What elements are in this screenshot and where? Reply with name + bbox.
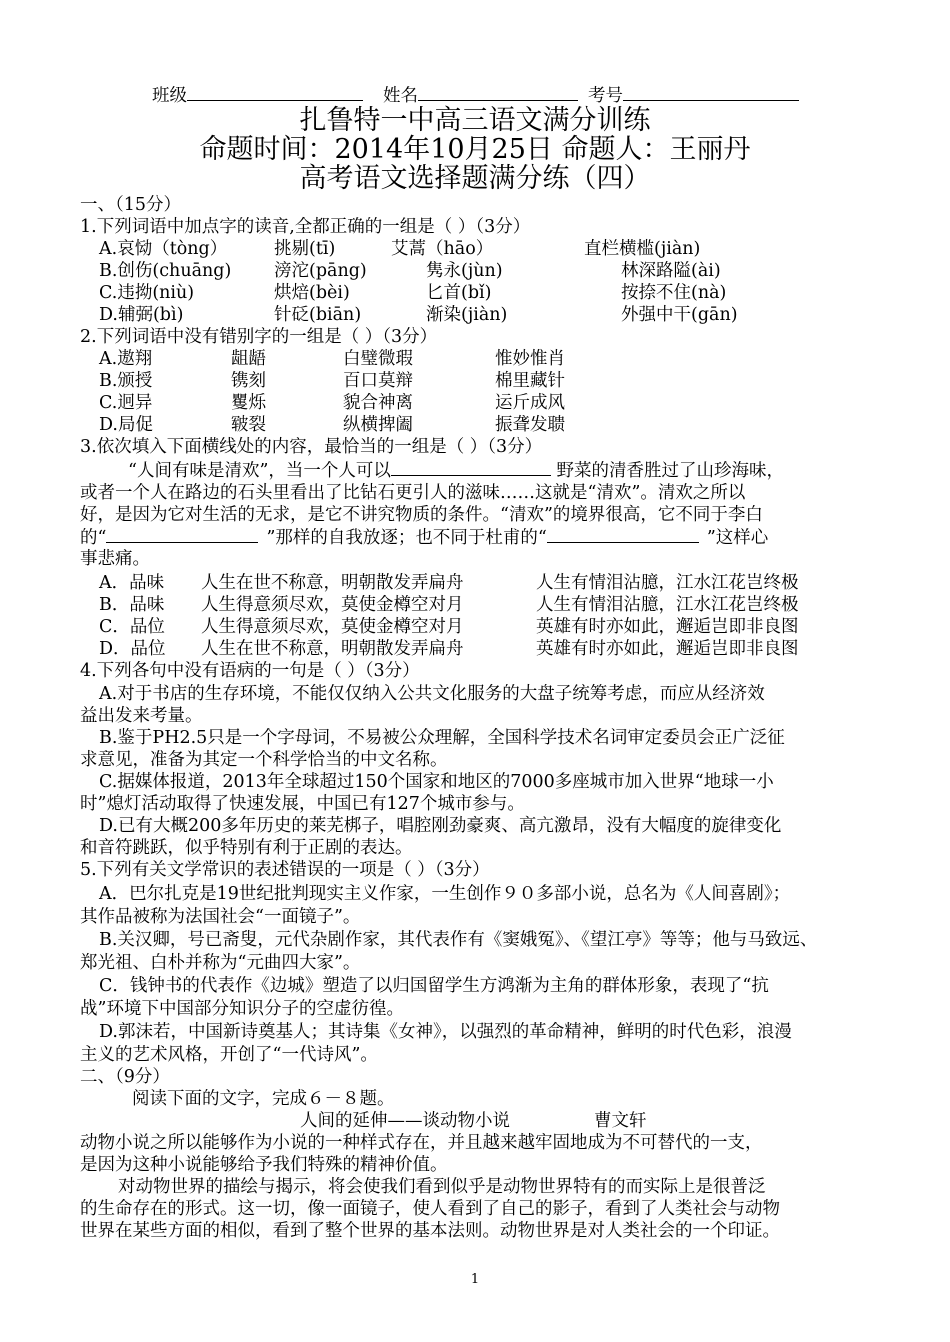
q3-passage-line3: 好，是因为它对生活的无求，是它不讲究物质的条件。“清欢”的境界很高，它不同于李白 bbox=[80, 505, 763, 525]
q2-option-b-2: 镌刻 bbox=[231, 371, 266, 391]
q2-option-b-3: 百口莫辩 bbox=[343, 371, 413, 391]
q1-option-a-3: 艾蒿（hāo） bbox=[391, 239, 494, 259]
q4-option-d-line2: 和音符跳跃，似乎特别有利于正剧的表达。 bbox=[80, 838, 413, 858]
q2-option-a-2: 龃龉 bbox=[231, 349, 266, 369]
q3-option-c-3: 英雄有时亦如此，邂逅岂即非良图 bbox=[536, 617, 799, 637]
q3-option-b-2: 人生得意须尽欢，莫使金樽空对月 bbox=[201, 595, 464, 615]
class-blank bbox=[187, 84, 363, 101]
article-line-1: 动物小说之所以能够作为小说的一种样式存在，并且越来越牢固地成为不可替代的一支， bbox=[80, 1133, 763, 1153]
q2-option-c-4: 运斤成风 bbox=[495, 393, 565, 413]
q5-option-d-line1: D.郭沫若，中国新诗奠基人；其诗集《女神》，以强烈的革命精神，鲜明的时代色彩，浪漫 bbox=[99, 1022, 792, 1042]
q5-stem: 5.下列有关文学常识的表述错误的一项是（ ）（3分） bbox=[80, 860, 490, 880]
q1-option-c-4: 按捺不住(nà) bbox=[621, 283, 727, 303]
q3-option-b-label: B．品味 bbox=[99, 595, 165, 615]
q1-option-a-1: A.哀恸（tòng） bbox=[99, 239, 228, 259]
page-number: 1 bbox=[470, 1272, 480, 1287]
q1-option-b-1: B.创伤(chuāng) bbox=[99, 261, 232, 281]
class-label: 班级 bbox=[152, 86, 187, 106]
q3-passage-line4: 的“ ”那样的自我放逐；也不同于杜甫的“ ”这样心 bbox=[80, 528, 769, 548]
q1-option-c-2: 烘焙(bèi) bbox=[274, 283, 350, 303]
q2-option-a-3: 白璧微瑕 bbox=[343, 349, 413, 369]
q2-option-d-3: 纵横捭阖 bbox=[343, 415, 413, 435]
q3-option-a-2: 人生在世不称意，明朝散发弄扁舟 bbox=[201, 573, 464, 593]
section1-heading: 一、（15分） bbox=[80, 195, 182, 215]
q1-option-b-4: 林深路隘(ài) bbox=[621, 261, 721, 281]
q1-option-d-2: 针砭(biān) bbox=[274, 305, 362, 325]
q5-option-d-line2: 主义的艺术风格，开创了“一代诗风”。 bbox=[80, 1045, 378, 1065]
q3-option-d-2: 人生在世不称意，明朝散发弄扁舟 bbox=[201, 639, 464, 659]
q5-option-b-line2: 郑光祖、白朴并称为“元曲四大家”。 bbox=[80, 953, 361, 973]
number-label: 考号 bbox=[588, 86, 623, 106]
article-title: 人间的延伸——谈动物小说 bbox=[300, 1111, 510, 1131]
school-title: 扎鲁特一中高三语文满分训练 bbox=[299, 105, 651, 136]
time-line: 命题时间：2014年10月25日 命题人：王丽丹 bbox=[199, 134, 751, 165]
q2-option-d-4: 振聋发聩 bbox=[495, 415, 565, 435]
article-line-2: 是因为这种小说能够给予我们特殊的精神价值。 bbox=[80, 1155, 448, 1175]
q2-option-c-3: 貌合神离 bbox=[343, 393, 413, 413]
number-blank bbox=[623, 84, 799, 101]
q1-option-c-3: 匕首(bǐ) bbox=[426, 283, 492, 303]
q3-stem: 3.依次填入下面横线处的内容，最恰当的一组是（ ）（3分） bbox=[80, 437, 543, 457]
q5-option-a-line1: A．巴尔扎克是19世纪批判现实主义作家，一生创作９０多部小说，总名为《人间喜剧》； bbox=[99, 884, 791, 904]
article-line-4: 的生命存在的形式。这一切，像一面镜子，使人看到了自己的影子，看到了人类社会与动物 bbox=[80, 1199, 780, 1219]
q3-passage-line2: 或者一个人在路边的石头里看出了比钻石更引人的滋味……这就是“清欢”。清欢之所以 bbox=[80, 483, 746, 503]
q5-option-c-line1: C．钱钟书的代表作《边城》塑造了以归国留学生方鸿渐为主角的群体形象，表现了“抗 bbox=[99, 976, 769, 996]
section2-heading: 二、（9分） bbox=[80, 1067, 170, 1087]
q4-option-b-line1: B.鉴于PH2.5只是一个字母词，不易被公众理解，全国科学技术名词审定委员会正广泛征 bbox=[99, 728, 785, 748]
name-blank bbox=[418, 84, 578, 101]
q4-option-a-line2: 益出发来考量。 bbox=[80, 706, 203, 726]
name-label: 姓名 bbox=[383, 86, 418, 106]
q2-option-a-1: A.遨翔 bbox=[99, 349, 153, 369]
header-info-line bbox=[152, 84, 799, 107]
q4-option-c-line2: 时”熄灯活动取得了快速发展，中国已有127个城市参与。 bbox=[80, 794, 525, 814]
q5-option-c-line2: 战”环境下中国部分知识分子的空虚彷徨。 bbox=[80, 999, 404, 1019]
q2-option-d-2: 皲裂 bbox=[231, 415, 266, 435]
q5-option-b-line1: B.关汉卿，号已斋叟，元代杂剧作家，其代表作有《窦娥冤》、《望江亭》等等；他与马致远、 bbox=[99, 930, 818, 950]
q3-passage-line5: 事悲痛。 bbox=[80, 549, 150, 569]
section2-instruction: 阅读下面的文字，完成６－８题。 bbox=[132, 1089, 395, 1109]
q2-option-c-2: 矍烁 bbox=[231, 393, 266, 413]
q1-option-a-4: 直栏横槛(jiàn) bbox=[584, 239, 701, 259]
q3-blank-1 bbox=[391, 459, 551, 476]
q4-option-b-line2: 求意见，准备为其定一个科学恰当的中文名称。 bbox=[80, 750, 448, 770]
q4-option-a-line1: A.对于书店的生存环境，不能仅仅纳入公共文化服务的大盘子统筹考虑，而应从经济效 bbox=[99, 684, 765, 704]
q1-option-b-2: 滂沱(pāng) bbox=[274, 261, 367, 281]
article-author: 曹文轩 bbox=[594, 1111, 647, 1131]
q5-option-a-line2: 其作品被称为法国社会“一面镜子”。 bbox=[80, 907, 361, 927]
article-line-5: 世界在某些方面的相似，看到了整个世界的基本法则。动物世界是对人类社会的一个印证。 bbox=[80, 1221, 780, 1241]
q3-passage-line1: “人间有味是清欢”，当一个人可以 野菜的清香胜过了山珍海味， bbox=[128, 461, 784, 481]
q3-option-d-label: D．品位 bbox=[99, 639, 166, 659]
q3-blank-2 bbox=[106, 526, 258, 543]
q1-option-d-1: D.辅弼(bì) bbox=[99, 305, 184, 325]
q3-option-a-3: 人生有情泪沾臆，江水江花岂终极 bbox=[536, 573, 799, 593]
q1-option-d-4: 外强中干(gān) bbox=[621, 305, 738, 325]
q2-stem: 2.下列词语中没有错别字的一组是（ ）（3分） bbox=[80, 327, 438, 347]
article-line-3: 对动物世界的描绘与揭示，将会使我们看到似乎是动物世界特有的而实际上是很普泛 bbox=[118, 1177, 766, 1197]
q4-stem: 4.下列各句中没有语病的一句是（ ）（3分） bbox=[80, 661, 420, 681]
q3-option-a-label: A．品味 bbox=[99, 573, 165, 593]
q1-option-c-1: C.违拗(niù) bbox=[99, 283, 195, 303]
q3-option-b-3: 人生有情泪沾臆，江水江花岂终极 bbox=[536, 595, 799, 615]
q2-option-c-1: C.迥异 bbox=[99, 393, 153, 413]
q3-option-c-2: 人生得意须尽欢，莫使金樽空对月 bbox=[201, 617, 464, 637]
q2-option-a-4: 惟妙惟肖 bbox=[495, 349, 565, 369]
q2-option-b-4: 棉里藏针 bbox=[495, 371, 565, 391]
q3-blank-3 bbox=[547, 526, 699, 543]
q1-option-a-2: 挑剔(tī) bbox=[274, 239, 336, 259]
q1-stem: 1.下列词语中加点字的读音,全都正确的一组是（ ）（3分） bbox=[80, 217, 531, 237]
subtitle: 高考语文选择题满分练（四） bbox=[299, 163, 651, 194]
q4-option-d-line1: D.已有大概200多年历史的莱芜梆子，唱腔刚劲豪爽、高亢激昂，没有大幅度的旋律变化 bbox=[99, 816, 782, 836]
q1-option-b-3: 隽永(jùn) bbox=[426, 261, 503, 281]
q3-option-c-label: C．品位 bbox=[99, 617, 165, 637]
q2-option-d-1: D.局促 bbox=[99, 415, 153, 435]
q4-option-c-line1: C.据媒体报道，2013年全球超过150个国家和地区的7000多座城市加入世界“地球一小 bbox=[99, 772, 774, 792]
q3-option-d-3: 英雄有时亦如此，邂逅岂即非良图 bbox=[536, 639, 799, 659]
q1-option-d-3: 渐染(jiàn) bbox=[426, 305, 508, 325]
q2-option-b-1: B.颁授 bbox=[99, 371, 153, 391]
